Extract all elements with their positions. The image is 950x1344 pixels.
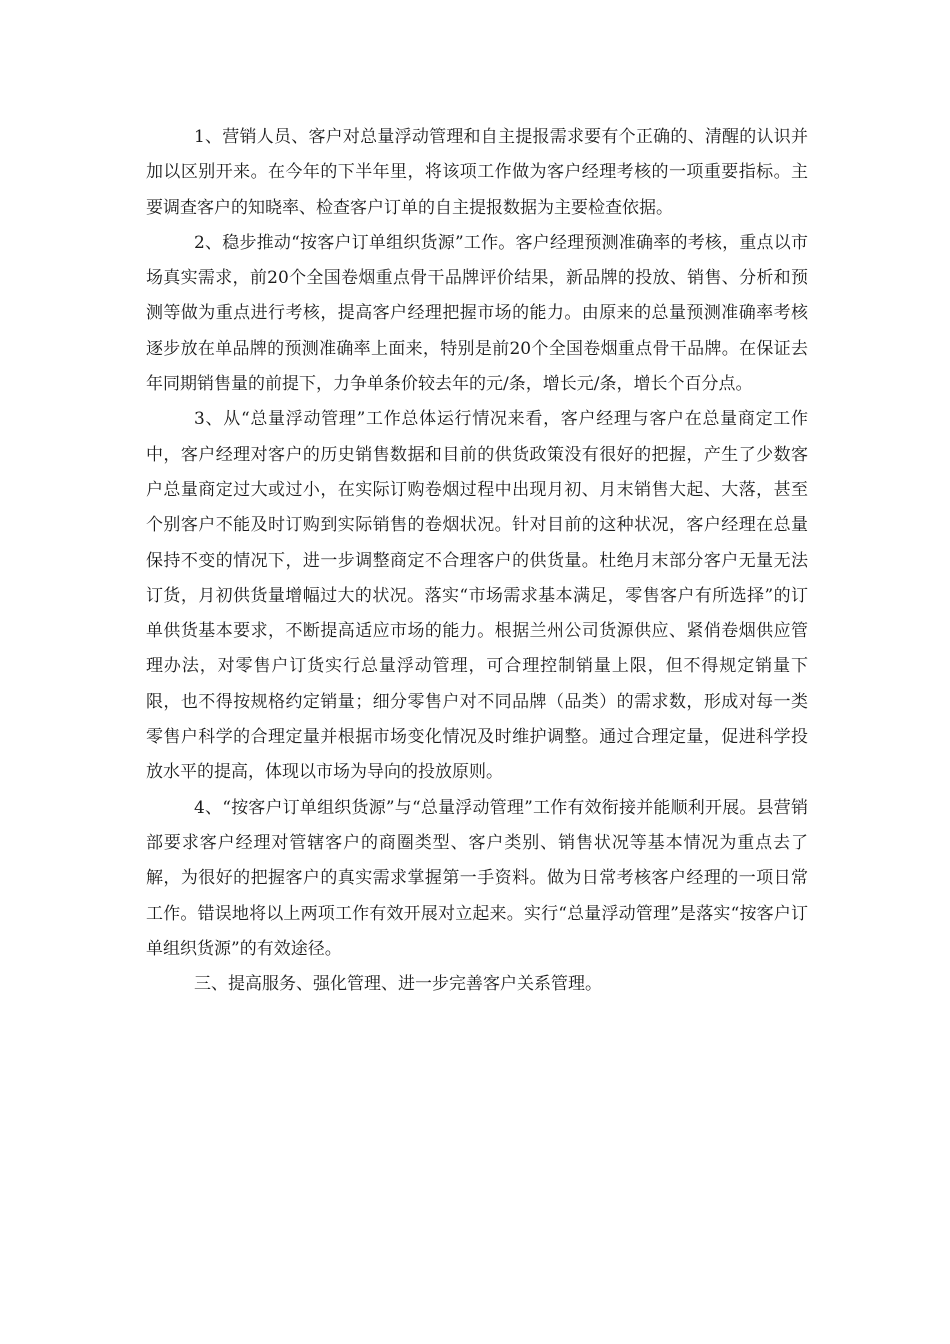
document-body	[146, 120, 808, 1002]
paragraph-3: 3、从“总量浮动管理”工作总体运行情况来看，客户经理与客户在总量商定工作中，客户经理对客户的历史销售数据和目前的供货政策没有很好的把握，产生了少数客户总量商定过大或过小，在实际订购卷烟过程中出现月初、月末销售大起、大落，甚至个别客户不能及时订购到实际销售的卷烟状况。针对目前的这种状况，客户经理在总量保持不变的情况下，进一步调整商定不合理客户的供货量。杜绝月末部分客户无量无法订货，月初供货量增幅过大的状况。落实“市场需求基本满足，零售客户有所选择”的订单供货基本要求，不断提高适应市场的能力。根据兰州公司货源供应、紧俏卷烟供应管理办法，对零售户订货实行总量浮动管理，可合理控制销量上限，但不得规定销量下限，也不得按规格约定销量；细分零售户对不同品牌（品类）的需求数，形成对每一类零售户科学的合理定量并根据市场变化情况及时维护调整。通过合理定量，促进科学投放水平的提高，体现以市场为导向的投放原则。	[146, 409, 808, 783]
paragraph-1: 1、营销人员、客户对总量浮动管理和自主提报需求要有个正确的、清醒的认识并加以区别开来。在今年的下半年里，将该项工作做为客户经理考核的一项重要指标。主要调查客户的知晓率、检查客户订单的自主提报数据为主要检查依据。	[146, 127, 808, 218]
paragraph-2: 2、稳步推动“按客户订单组织货源”工作。客户经理预测准确率的考核，重点以市场真实需求，前20个全国卷烟重点骨干品牌评价结果，新品牌的投放、销售、分析和预测等做为重点进行考核，提高客户经理把握市场的能力。由原来的总量预测准确率考核逐步放在单品牌的预测准确率上面来，特别是前20个全国卷烟重点骨干品牌。在保证去年同期销售量的前提下，力争单条价较去年的元/条，增长元/条，增长个百分点。	[146, 232, 808, 395]
paragraph-4: 4、“按客户订单组织货源”与“总量浮动管理”工作有效衔接并能顺利开展。县营销部要求客户经理对管辖客户的商圈类型、客户类别、销售状况等基本情况为重点去了解，为很好的把握客户的真实需求掌握第一手资料。做为日常考核客户经理的一项日常工作。错误地将以上两项工作有效开展对立起来。实行“总量浮动管理”是落实“按客户订单组织货源”的有效途径。	[146, 797, 808, 959]
section-heading-3: 三、提高服务、强化管理、进一步完善客户关系管理。	[194, 974, 602, 995]
